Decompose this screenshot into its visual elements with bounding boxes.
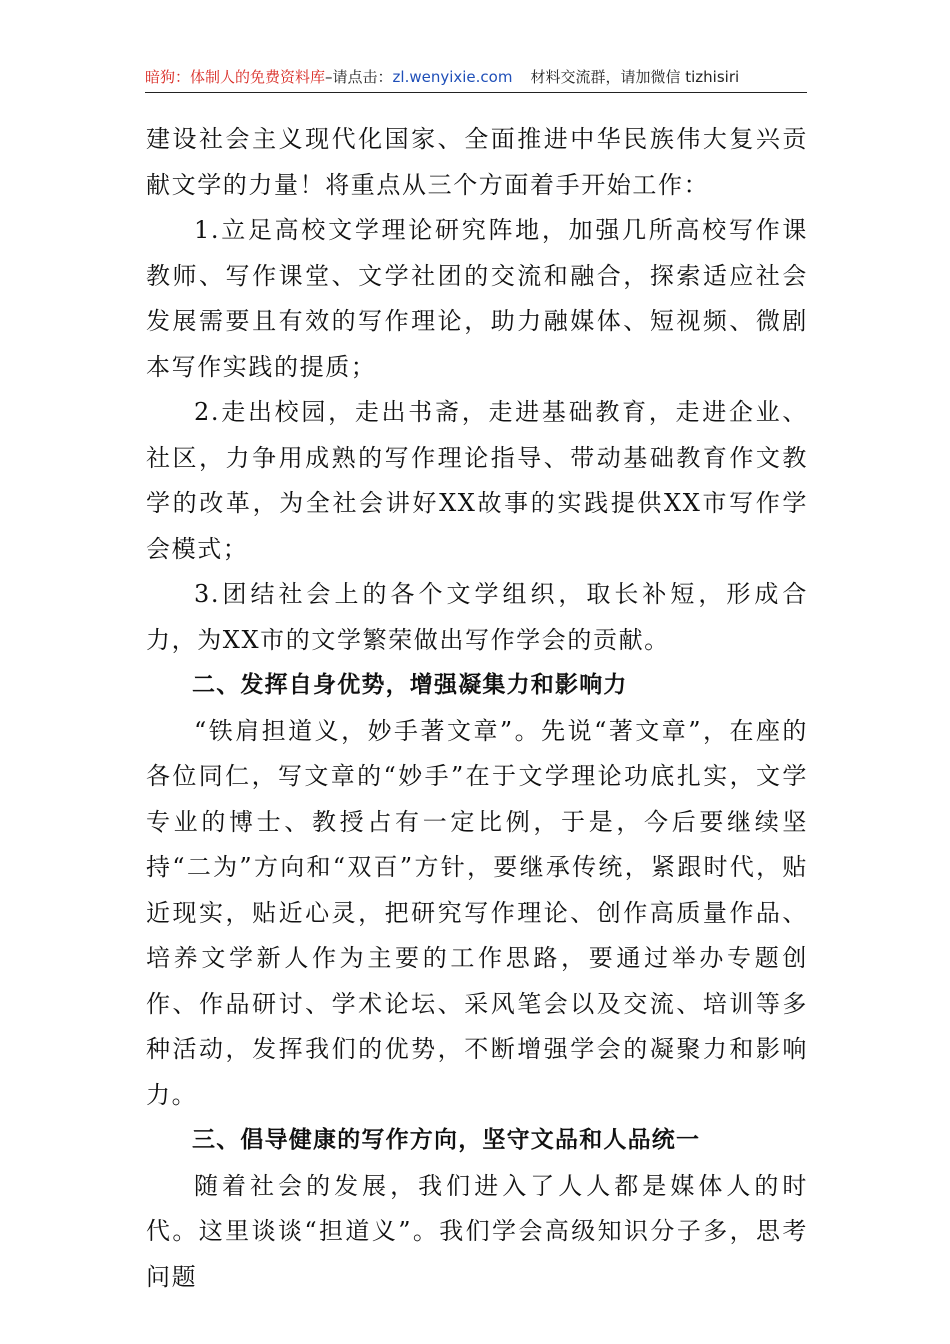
site-link[interactable]: zl.wenyixie.com xyxy=(392,68,513,86)
section-heading-3: 三、倡导健康的写作方向，坚守文品和人品统一 xyxy=(192,1127,701,1153)
list-item-1: 1.立足高校文学理论研究阵地，加强几所高校写作课教师、写作课堂、文学社团的交流和融合，探索适应社会发展需要且有效的写作理论，助力融媒体、短视频、微剧本写作实践的提质； xyxy=(146,216,808,381)
page-header xyxy=(145,66,807,93)
document-body xyxy=(146,117,808,1300)
list-item-3: 3.团结社会上的各个文学组织，取长补短，形成合力，为XX市的文学繁荣做出写作学会的贡献。 xyxy=(146,580,808,654)
promo-text: 暗狗：体制人的免费资料库 xyxy=(145,68,326,86)
paragraph-section-3: 随着社会的发展，我们进入了人人都是媒体人的时代。这里谈谈“担道义”。我们学会高级知识分子多，思考问题 xyxy=(146,1171,808,1291)
paragraph-section-2: “铁肩担道义，妙手著文章”。先说“著文章”，在座的各位同仁，写文章的“妙手”在于文学理论功底扎实，文学专业的博士、教授占有一定比例，于是，今后要继续坚持“二为”方向和“双百”方针，要继承传统，紧跟时代，贴近现实，贴近心灵，把研究写作理论、创作高质量作品、培养文学新人作为主要的工作思路，要通过举办专题创作、作品研讨、学术论坛、采风笔会以及交流、培训等多种活动，发挥我们的优势，不断增强学会的凝聚力和影响力。 xyxy=(146,716,808,1109)
click-prompt: –请点击： xyxy=(325,68,393,86)
section-heading-2: 二、发挥自身优势，增强凝集力和影响力 xyxy=(192,672,628,698)
paragraph-continued: 建设社会主义现代化国家、全面推进中华民族伟大复兴贡献文学的力量！将重点从三个方面着手开始工作： xyxy=(146,125,808,199)
list-item-2: 2.走出校园，走出书斋，走进基础教育，走进企业、社区，力争用成熟的写作理论指导、带动基础教育作文教学的改革，为全社会讲好XX故事的实践提供XX市写作学会模式； xyxy=(146,398,808,563)
wechat-note: 材料交流群，请加微信 tizhisiri xyxy=(530,68,740,86)
